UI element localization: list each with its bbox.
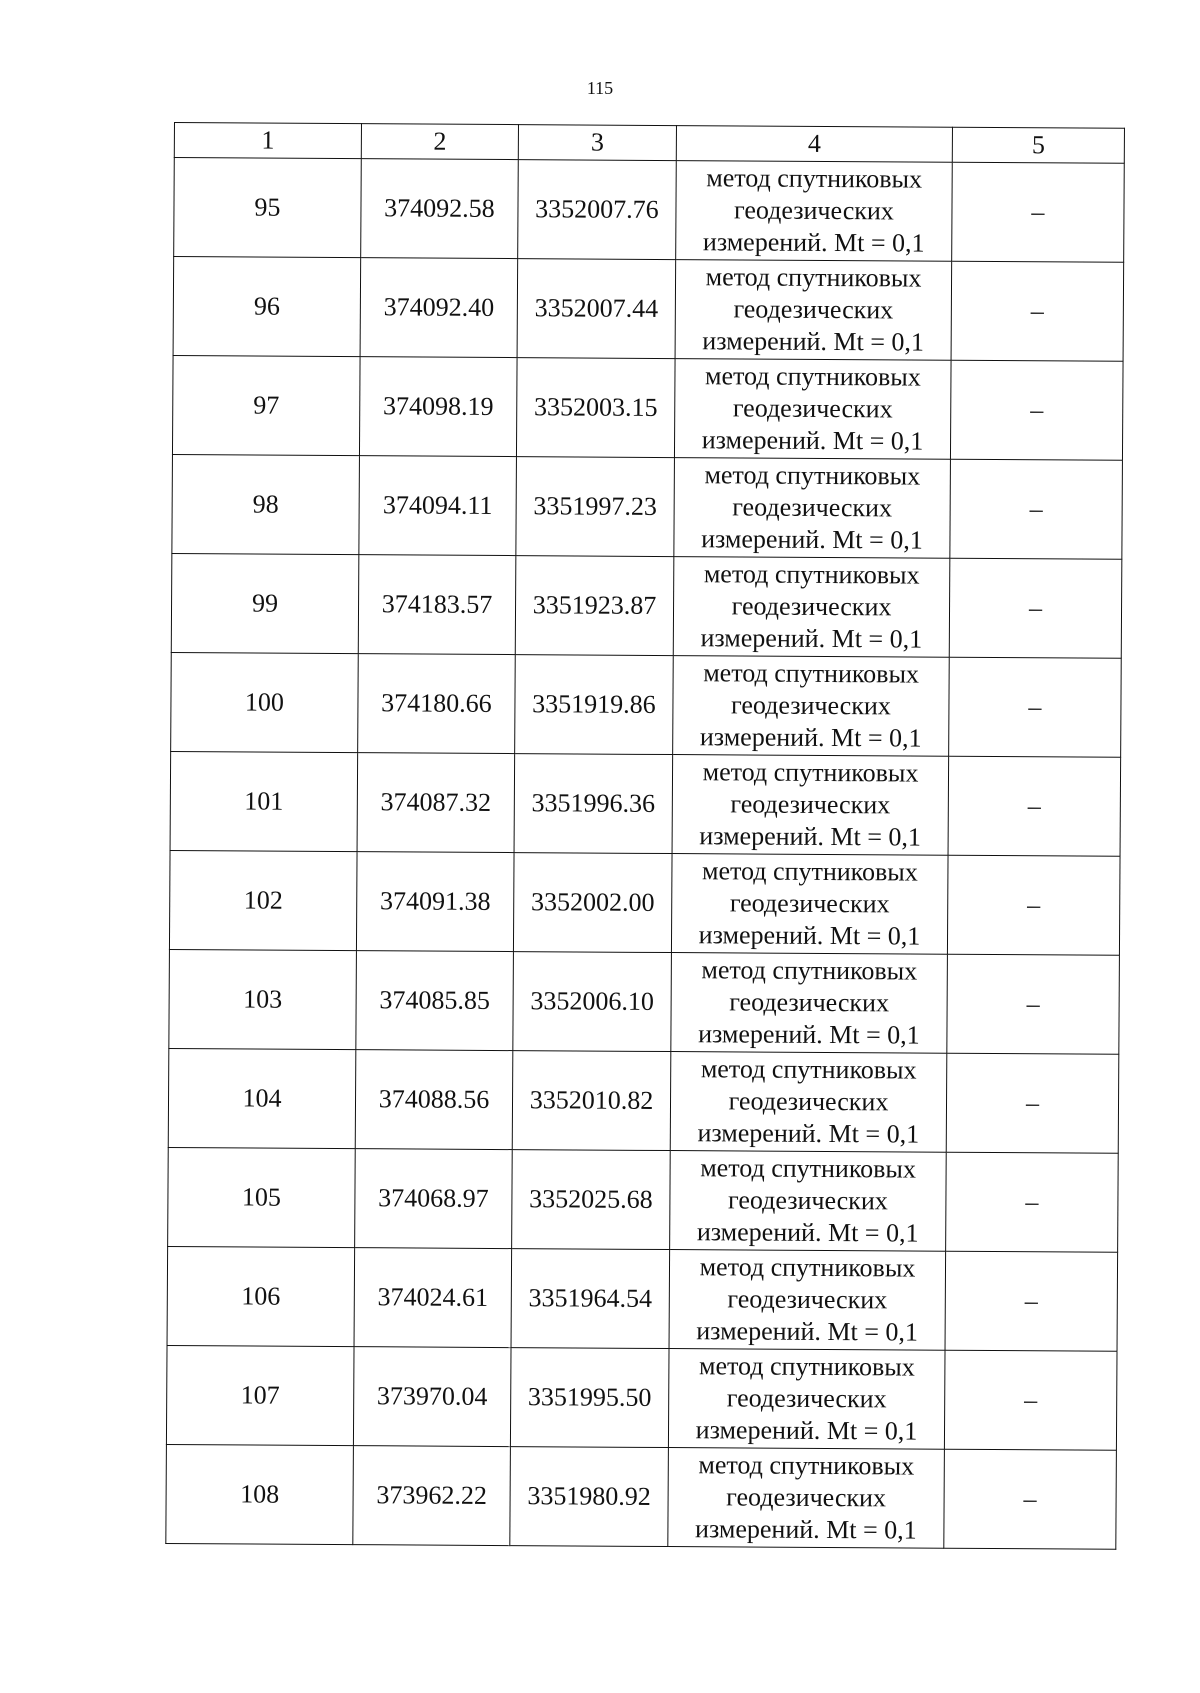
- y-coordinate-cell: 3351980.92: [510, 1447, 669, 1547]
- y-coordinate-cell: 3352003.15: [516, 358, 675, 458]
- method-line: метод спутниковых: [698, 1450, 915, 1481]
- method-cell: [674, 359, 951, 460]
- y-coordinate-cell: 3352002.00: [513, 853, 672, 953]
- method-cell: [673, 656, 950, 757]
- note-cell: –: [946, 1152, 1119, 1252]
- header-col-5: 5: [952, 127, 1124, 163]
- method-line: геодезических: [727, 1185, 888, 1216]
- method-line: метод спутниковых: [703, 658, 920, 689]
- x-coordinate-cell: 374088.56: [355, 1050, 513, 1150]
- point-number-cell: 105: [168, 1147, 356, 1247]
- header-col-2: 2: [361, 124, 518, 160]
- header-col-4: 4: [676, 126, 952, 163]
- point-number-cell: 95: [174, 158, 362, 258]
- method-line: измерений. Mt = 0,1: [700, 623, 923, 654]
- point-number-cell: 99: [171, 553, 359, 653]
- method-line: метод спутниковых: [704, 460, 921, 491]
- x-coordinate-cell: 374092.40: [360, 258, 518, 358]
- note-cell: –: [952, 162, 1125, 262]
- method-line: измерений. Mt = 0,1: [697, 1118, 920, 1149]
- point-number-cell: 106: [167, 1246, 355, 1346]
- point-number-cell: 96: [173, 257, 361, 357]
- method-line: измерений. Mt = 0,1: [699, 722, 922, 753]
- method-cell: [670, 1052, 947, 1153]
- note-cell: –: [944, 1350, 1117, 1450]
- y-coordinate-cell: 3352025.68: [512, 1150, 671, 1250]
- method-line: метод спутниковых: [701, 856, 918, 887]
- note-cell: –: [944, 1449, 1117, 1549]
- method-line: геодезических: [731, 591, 892, 622]
- x-coordinate-cell: 373962.22: [353, 1446, 511, 1546]
- x-coordinate-cell: 374087.32: [357, 753, 515, 853]
- point-number-cell: 98: [172, 454, 360, 554]
- method-cell: [674, 458, 951, 559]
- method-cell: [675, 260, 952, 361]
- method-line: геодезических: [728, 1086, 889, 1117]
- method-cell: [671, 953, 948, 1054]
- coordinates-table-container: [165, 122, 1124, 1550]
- note-cell: –: [946, 1053, 1119, 1153]
- method-line: геодезических: [729, 888, 890, 919]
- y-coordinate-cell: 3352007.76: [518, 160, 677, 260]
- method-line: измерений. Mt = 0,1: [702, 227, 925, 258]
- method-line: метод спутниковых: [701, 955, 918, 986]
- table-row: [171, 652, 1122, 757]
- method-line: геодезических: [732, 492, 893, 523]
- method-cell: [668, 1349, 945, 1450]
- x-coordinate-cell: 374183.57: [358, 555, 516, 655]
- method-cell: [672, 755, 949, 856]
- x-coordinate-cell: 374091.38: [356, 852, 514, 952]
- method-line: измерений. Mt = 0,1: [698, 1019, 920, 1050]
- note-cell: –: [948, 756, 1121, 856]
- note-cell: –: [950, 360, 1123, 460]
- table-row: [171, 553, 1122, 658]
- note-cell: –: [945, 1251, 1118, 1351]
- method-line: метод спутниковых: [703, 559, 920, 590]
- method-cell: [670, 1151, 947, 1252]
- method-cell: [671, 854, 948, 955]
- point-number-cell: 97: [172, 355, 360, 455]
- y-coordinate-cell: 3351964.54: [511, 1249, 670, 1349]
- y-coordinate-cell: 3352006.10: [513, 952, 672, 1052]
- method-line: измерений. Mt = 0,1: [695, 1514, 917, 1545]
- method-line: измерений. Mt = 0,1: [701, 524, 923, 555]
- y-coordinate-cell: 3351919.86: [515, 655, 674, 755]
- page-number: 115: [586, 78, 614, 98]
- method-line: измерений. Mt = 0,1: [695, 1415, 918, 1446]
- method-line: метод спутниковых: [702, 757, 919, 788]
- table-row: [167, 1246, 1118, 1351]
- method-line: метод спутниковых: [705, 262, 922, 293]
- coordinates-table: [165, 122, 1125, 1550]
- method-line: геодезических: [726, 1383, 887, 1414]
- method-line: геодезических: [732, 393, 893, 424]
- note-cell: –: [950, 459, 1123, 559]
- x-coordinate-cell: 374024.61: [354, 1248, 512, 1348]
- point-number-cell: 104: [168, 1048, 356, 1148]
- x-coordinate-cell: 373970.04: [353, 1347, 511, 1447]
- point-number-cell: 108: [166, 1444, 354, 1544]
- table-row: [168, 1048, 1119, 1153]
- y-coordinate-cell: 3351995.50: [510, 1348, 669, 1448]
- table-header-row: [174, 123, 1124, 164]
- table-body: [166, 158, 1124, 1550]
- note-cell: –: [947, 954, 1120, 1054]
- table-row: [166, 1444, 1117, 1549]
- method-line: метод спутниковых: [706, 163, 923, 194]
- method-line: геодезических: [729, 987, 890, 1018]
- table-row: [174, 158, 1125, 263]
- header-col-3: 3: [518, 125, 676, 161]
- y-coordinate-cell: 3352010.82: [512, 1051, 671, 1151]
- method-cell: [676, 161, 953, 262]
- table-row: [169, 949, 1120, 1054]
- table-row: [172, 355, 1123, 460]
- note-cell: –: [951, 261, 1124, 361]
- y-coordinate-cell: 3351996.36: [514, 754, 673, 854]
- method-line: метод спутниковых: [698, 1351, 915, 1382]
- note-cell: –: [949, 558, 1122, 658]
- method-cell: [673, 557, 950, 658]
- x-coordinate-cell: 374098.19: [359, 357, 517, 457]
- method-line: измерений. Mt = 0,1: [696, 1316, 919, 1347]
- method-line: измерений. Mt = 0,1: [698, 920, 921, 951]
- method-line: измерений. Mt = 0,1: [702, 326, 925, 357]
- point-number-cell: 107: [166, 1345, 354, 1445]
- note-cell: –: [949, 657, 1122, 757]
- method-cell: [668, 1448, 945, 1549]
- x-coordinate-cell: 374094.11: [359, 456, 517, 556]
- note-cell: –: [947, 855, 1120, 955]
- method-line: измерений. Mt = 0,1: [696, 1217, 919, 1248]
- x-coordinate-cell: 374085.85: [356, 951, 514, 1051]
- y-coordinate-cell: 3351923.87: [515, 556, 674, 656]
- table-row: [172, 454, 1123, 559]
- method-line: метод спутниковых: [700, 1054, 917, 1085]
- method-line: метод спутниковых: [700, 1153, 917, 1184]
- method-line: геодезических: [734, 195, 894, 226]
- method-line: геодезических: [730, 789, 891, 820]
- table-row: [173, 257, 1124, 362]
- table-row: [170, 751, 1121, 856]
- x-coordinate-cell: 374068.97: [355, 1149, 513, 1249]
- method-line: метод спутниковых: [705, 361, 921, 392]
- method-line: измерений. Mt = 0,1: [699, 821, 922, 852]
- method-line: геодезических: [730, 690, 891, 721]
- method-line: геодезических: [726, 1482, 887, 1513]
- method-line: измерений. Mt = 0,1: [701, 425, 924, 456]
- point-number-cell: 100: [171, 652, 359, 752]
- method-line: геодезических: [727, 1284, 888, 1315]
- table-row: [169, 850, 1120, 955]
- point-number-cell: 102: [169, 850, 357, 950]
- y-coordinate-cell: 3351997.23: [516, 457, 675, 557]
- y-coordinate-cell: 3352007.44: [517, 259, 676, 359]
- table-row: [168, 1147, 1119, 1252]
- point-number-cell: 101: [170, 751, 358, 851]
- method-line: метод спутниковых: [699, 1252, 916, 1283]
- table-row: [166, 1345, 1117, 1450]
- x-coordinate-cell: 374092.58: [361, 159, 519, 259]
- method-line: геодезических: [733, 294, 894, 325]
- point-number-cell: 103: [169, 949, 357, 1049]
- method-cell: [669, 1250, 946, 1351]
- header-col-1: 1: [174, 123, 361, 159]
- x-coordinate-cell: 374180.66: [358, 654, 516, 754]
